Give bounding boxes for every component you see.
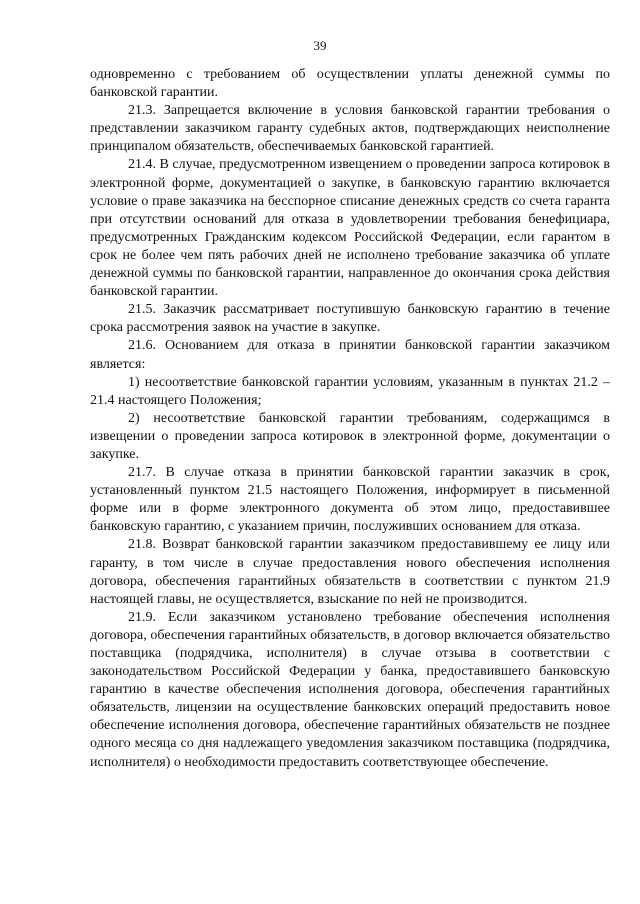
page-number: 39 (313, 38, 327, 53)
list-item-1: 1) несоответствие банковской гарантии условиям, указанным в пунктах 21.2 – 21.4 настоящего Положения; (90, 374, 610, 408)
paragraph-21-4: 21.4. В случае, предусмотренном извещением о проведении запроса котировок в электронной форме, документацией о закупке, в банковскую гарантию включается условие о праве заказчика на бесспорное списание денежных средств со счета гаранта при отсутствии оснований для отказа в удовлетворении требования бенефициара, предусмотренных Гражданским кодексом Российской Федерации, если гарантом в срок не более чем пять рабочих дней не исполнено требование заказчика об уплате денежной суммы по банковской гарантии, направленное до окончания срока действия банковской гарантии. (90, 157, 610, 300)
paragraph-21-8: 21.8. Возврат банковской гарантии заказчиком предоставившему ее лицу или гаранту, в том числе в случае предоставления нового обеспечения исполнения договора, обеспечения гарантийных обязательств в соответствии с пунктом 21.9 настоящей главы, не осуществляется, взыскание по ней не производится. (90, 537, 610, 607)
document-body (90, 66, 610, 772)
paragraph-21-5: 21.5. Заказчик рассматривает поступившую банковскую гарантию в течение срока рассмотрения заявок на участие в закупке. (90, 302, 610, 336)
paragraph-21-6: 21.6. Основанием для отказа в принятии банковской гарантии заказчиком является: (90, 338, 610, 372)
paragraph-21-7: 21.7. В случае отказа в принятии банковской гарантии заказчик в срок, установленный пунктом 21.5 настоящего Положения, информирует в письменной форме или в форме электронного документа об этом лицо, предоставившее банковскую гарантию, с указанием причин, послуживших основанием для отказа. (90, 465, 610, 535)
paragraph-continuation: одновременно с требованием об осуществлении уплаты денежной суммы по банковской гарантии. (90, 67, 610, 101)
paragraph-21-3: 21.3. Запрещается включение в условия банковской гарантии требования о представлении заказчиком гаранту судебных актов, подтверждающих неисполнение принципалом обязательств, обеспечиваемых банковской гарантией. (90, 103, 610, 155)
paragraph-21-9: 21.9. Если заказчиком установлено требование обеспечения исполнения договора, обеспечения гарантийных обязательств, в договор включается обязательство поставщика (подрядчика, исполнителя) в случае отзыва в соответствии с законодательством Российской Федерации у банка, предоставившего банковскую гарантию в качестве обеспечения исполнения договора, обеспечения гарантийных обязательств, лицензии на осуществление банковских операций предоставить новое обеспечение исполнения договора, обеспечение гарантийных обязательств не позднее одного месяца со дня надлежащего уведомления заказчиком поставщика (подрядчика, исполнителя) о необходимости предоставить соответствующее обеспечение. (90, 609, 610, 770)
list-item-2: 2) несоответствие банковской гарантии требованиям, содержащимся в извещении о проведении запроса котировок в электронной форме, документации о закупке. (90, 410, 610, 462)
